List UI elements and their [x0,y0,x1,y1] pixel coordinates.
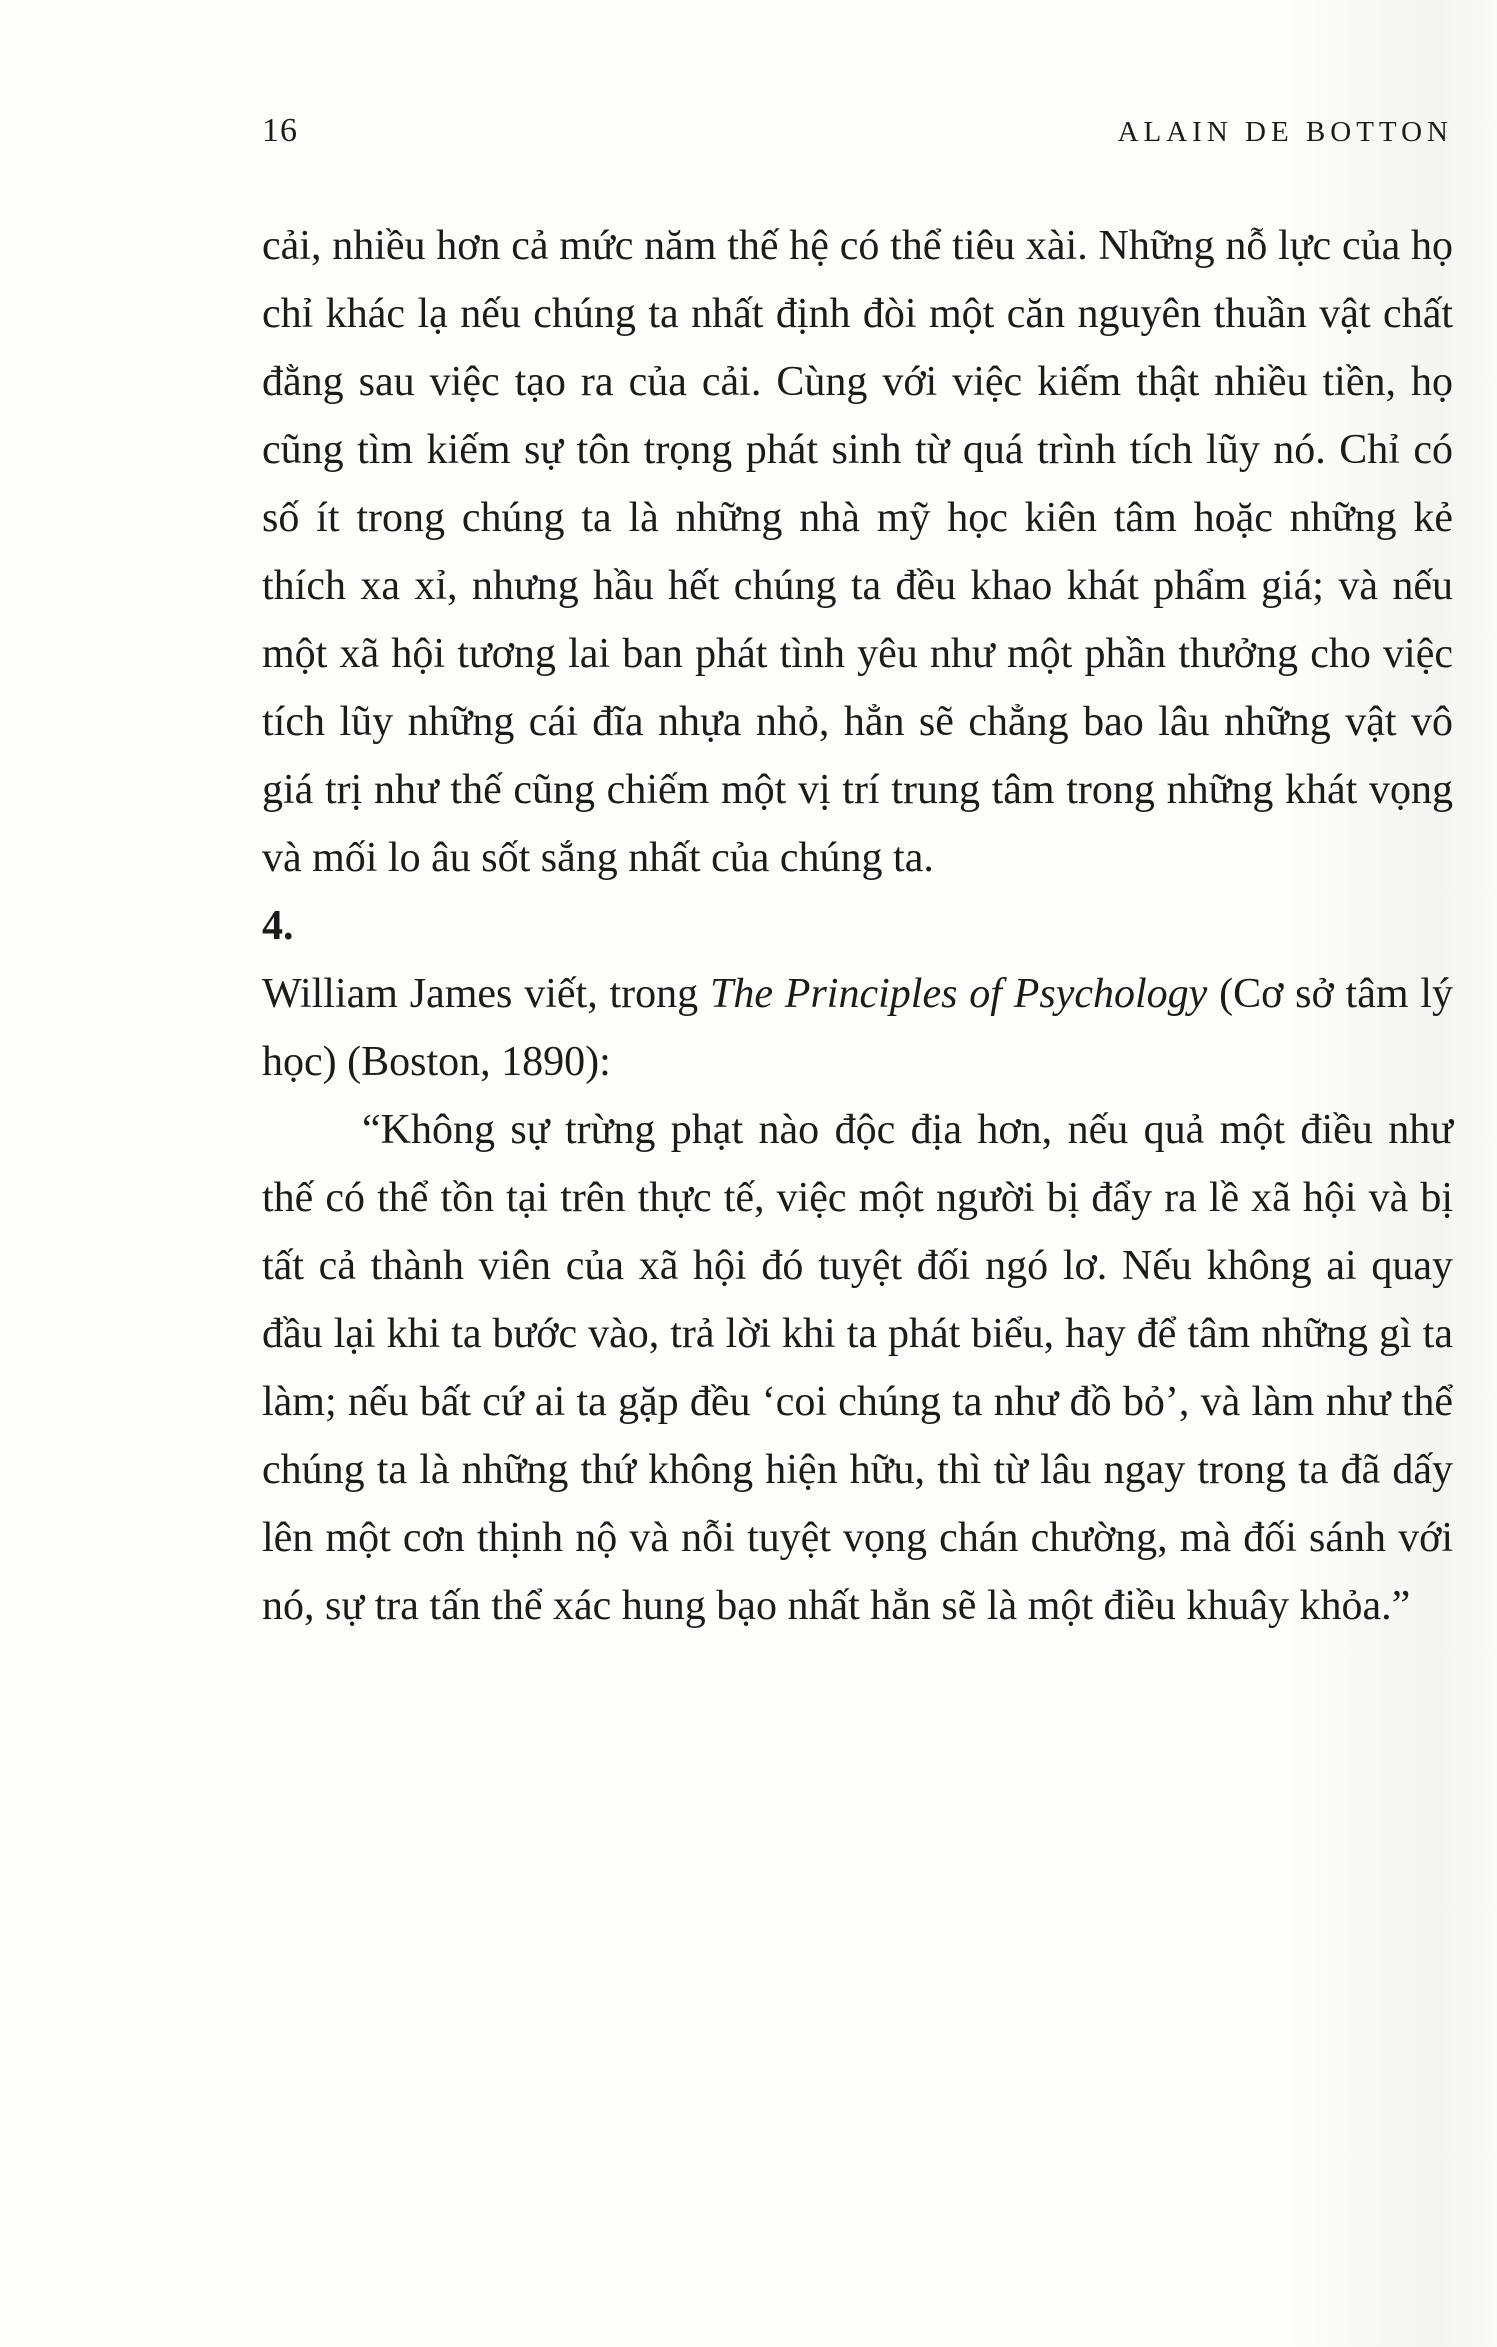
body-paragraph: cải, nhiều hơn cả mức năm thế hệ có thể tiêu xài. Những nỗ lực của họ chỉ khác lạ nếu chúng ta nhất định đòi một căn nguyên thuần vật chất đằng sau việc tạo ra của cải. Cùng với việc kiếm thật nhiều tiền, họ cũng tìm kiếm sự tôn trọng phát sinh từ quá trình tích lũy nó. Chỉ có số ít trong chúng ta là những nhà mỹ học kiên tâm hoặc những kẻ thích xa xỉ, nhưng hầu hết chúng ta đều khao khát phẩm giá; và nếu một xã hội tương lai ban phát tình yêu như một phần thưởng cho việc tích lũy những cái đĩa nhựa nhỏ, hẳn sẽ chẳng bao lâu những vật vô giá trị như thế cũng chiếm một vị trí trung tâm trong những khát vọng và mối lo âu sốt sắng nhất của chúng ta. [262,223,1453,881]
running-head [262,112,1453,150]
attribution-text-after: (Cơ sở tâm lý học) (Boston, 1890): [262,971,1453,1085]
text-block [262,212,1453,1640]
attribution-paragraph [262,960,1453,1096]
block-quote: “Không sự trừng phạt nào độc địa hơn, nếu quả một điều như thế có thể tồn tại trên thực tế, việc một người bị đẩy ra lề xã hội và bị tất cả thành viên của xã hội đó tuyệt đối ngó lơ. Nếu không ai quay đầu lại khi ta bước vào, trả lời khi ta phát biểu, hay để tâm những gì ta làm; nếu bất cứ ai ta gặp đều ‘coi chúng ta như đồ bỏ’, và làm như thể chúng ta là những thứ không hiện hữu, thì từ lâu ngay trong ta đã dấy lên một cơn thịnh nộ và nỗi tuyệt vọng chán chường, mà đối sánh với nó, sự tra tấn thể xác hung bạo nhất hẳn sẽ là một điều khuây khỏa.” [262,1107,1453,1629]
attribution-text-before: William James viết, trong [262,971,710,1017]
section-heading: 4. [262,903,294,949]
running-header-author: ALAIN DE BOTTON [1117,116,1453,148]
page-number: 16 [262,112,298,149]
book-title-italic: The Principles of Psychology [709,971,1208,1017]
